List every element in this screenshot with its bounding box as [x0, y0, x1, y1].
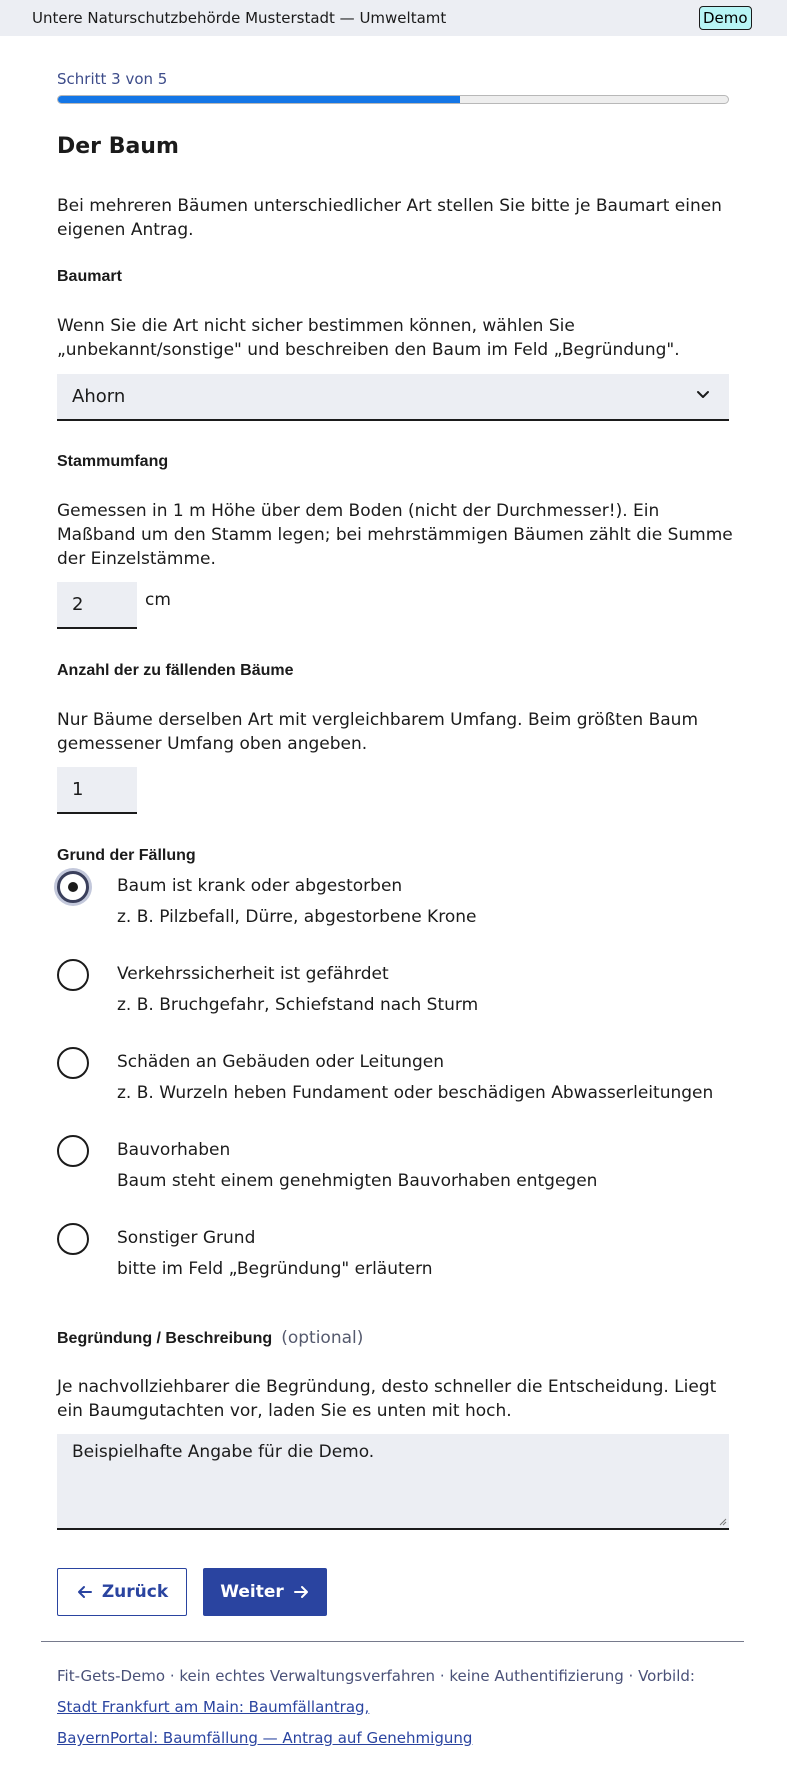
radio-verkehrssicherheit-hint: z. B. Bruchgefahr, Schiefstand nach Sturm	[117, 995, 479, 1015]
radio-schaeden[interactable]	[57, 1047, 89, 1079]
radio-verkehrssicherheit-label[interactable]: Verkehrssicherheit ist gefährdet	[117, 964, 389, 984]
arrow-right-icon	[292, 1583, 310, 1601]
anzahl-value: 1	[72, 779, 84, 800]
stammumfang-label: Stammumfang	[57, 453, 169, 470]
back-button-label: Zurück	[101, 1582, 169, 1602]
step-indicator: Schritt 3 von 5	[57, 70, 168, 88]
anzahl-input[interactable]	[57, 767, 137, 814]
radio-schaeden-hint: z. B. Wurzeln heben Fundament oder beschädigen Abwasserleitungen	[117, 1083, 714, 1103]
radio-krank-label[interactable]: Baum ist krank oder abgestorben	[117, 876, 403, 896]
stammumfang-unit: cm	[145, 590, 171, 610]
progress-bar-fill	[58, 96, 460, 103]
progress-bar	[57, 95, 729, 104]
anzahl-help: Nur Bäume derselben Art mit vergleichbarem Umfang. Beim größten Baum gemessener Umfang oben angeben.	[57, 710, 699, 754]
radio-sonstiger-grund[interactable]	[57, 1223, 89, 1255]
top-bar	[0, 0, 787, 36]
begruendung-label: Begründung / Beschreibung	[57, 1330, 273, 1347]
baumart-help: Wenn Sie die Art nicht sicher bestimmen können, wählen Sie „unbekannt/sonstige" und beschreiben den Baum im Feld „Begründung".	[57, 316, 680, 360]
anzahl-label: Anzahl der zu fällenden Bäume	[57, 662, 294, 679]
begruendung-value: Beispielhafte Angabe für die Demo.	[72, 1442, 375, 1462]
stammumfang-help: Gemessen in 1 m Höhe über dem Boden (nicht der Durchmesser!). Ein Maßband um den Stamm legen; bei mehrstämmigen Bäumen zählt die Summe der Einzelstämme.	[57, 501, 733, 569]
baumart-select[interactable]	[57, 374, 729, 421]
arrow-left-icon	[76, 1583, 94, 1601]
grund-label: Grund der Fällung	[57, 847, 196, 864]
back-button[interactable]	[57, 1568, 187, 1616]
footer-text: Fit-Gets-Demo · kein echtes Verwaltungsverfahren · keine Authentifizierung · Vorbild:	[57, 1667, 695, 1685]
footer-link-frankfurt[interactable]: Stadt Frankfurt am Main: Baumfällantrag,	[57, 1698, 370, 1716]
footer-link-bayernportal[interactable]: BayernPortal: Baumfällung — Antrag auf Genehmigung	[57, 1729, 473, 1747]
chevron-down-icon	[694, 385, 712, 403]
page-title: Der Baum	[57, 134, 179, 159]
radio-sonstiger-grund-hint: bitte im Feld „Begründung" erläutern	[117, 1259, 433, 1279]
intro-text: Bei mehreren Bäumen unterschiedlicher Art stellen Sie bitte je Baumart einen eigenen Antrag.	[57, 196, 722, 240]
footer-divider	[41, 1641, 744, 1642]
radio-krank-hint: z. B. Pilzbefall, Dürre, abgestorbene Krone	[117, 907, 477, 927]
baumart-label: Baumart	[57, 268, 122, 285]
resize-grip-icon[interactable]	[717, 1516, 727, 1526]
radio-schaeden-label[interactable]: Schäden an Gebäuden oder Leitungen	[117, 1052, 445, 1072]
optional-marker: (optional)	[281, 1328, 364, 1348]
radio-bauvorhaben-hint: Baum steht einem genehmigten Bauvorhaben entgegen	[117, 1171, 598, 1191]
radio-verkehrssicherheit[interactable]	[57, 959, 89, 991]
next-button-label: Weiter	[220, 1582, 284, 1602]
next-button[interactable]	[203, 1568, 327, 1616]
radio-bauvorhaben-label[interactable]: Bauvorhaben	[117, 1140, 231, 1160]
radio-bauvorhaben[interactable]	[57, 1135, 89, 1167]
begruendung-help: Je nachvollziehbarer die Begründung, desto schneller die Entscheidung. Liegt ein Baumgutachten vor, laden Sie es unten mit hoch.	[57, 1377, 717, 1421]
begruendung-label-row	[57, 1328, 363, 1348]
radio-sonstiger-grund-label[interactable]: Sonstiger Grund	[117, 1228, 256, 1248]
demo-badge: Demo	[699, 6, 752, 30]
begruendung-textarea[interactable]	[57, 1434, 729, 1530]
stammumfang-value: 2	[72, 594, 84, 615]
baumart-selected-value: Ahorn	[72, 386, 126, 407]
stammumfang-input[interactable]	[57, 582, 137, 629]
radio-krank[interactable]	[57, 871, 89, 903]
organization-name: Untere Naturschutzbehörde Musterstadt — Umweltamt	[32, 9, 447, 27]
